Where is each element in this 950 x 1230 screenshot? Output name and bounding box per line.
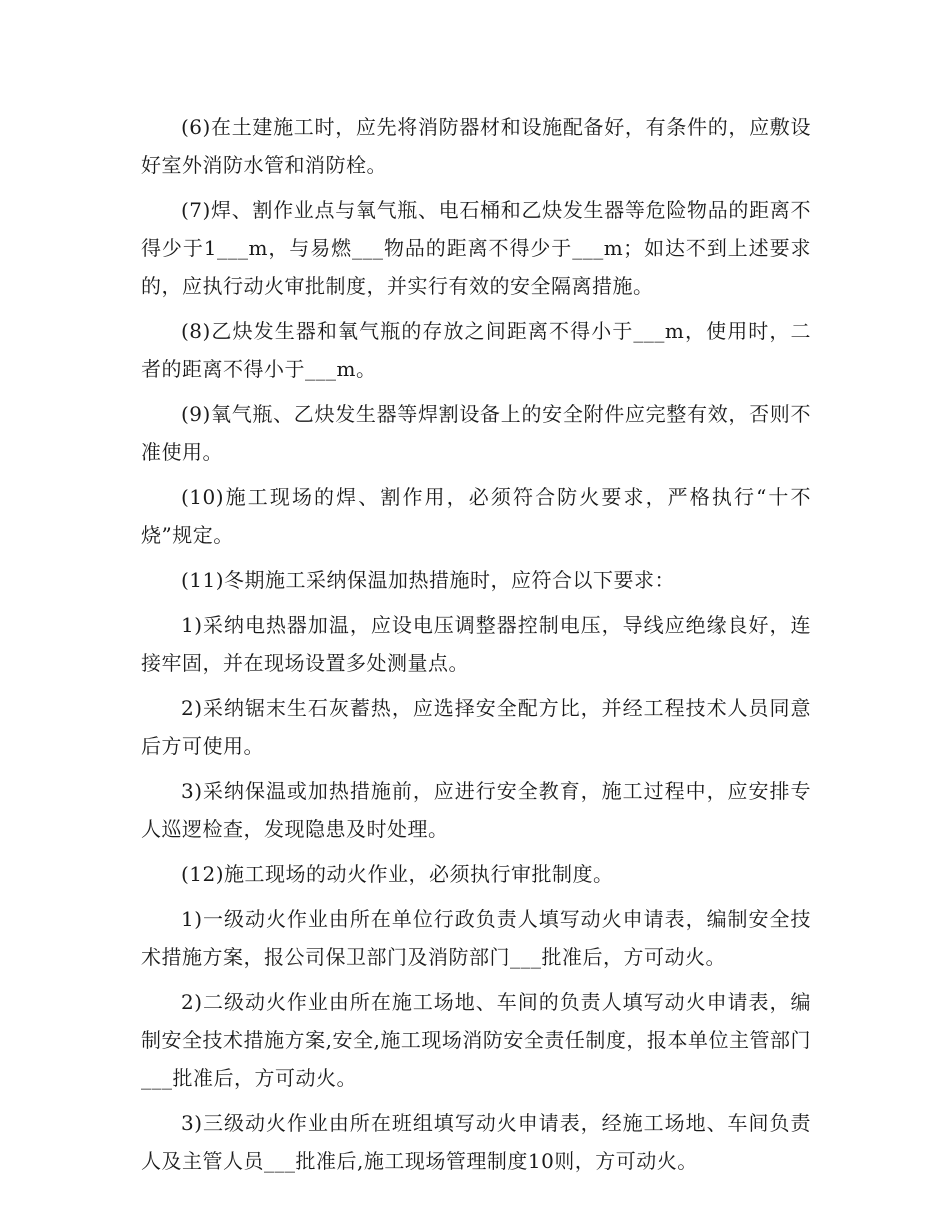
paragraph-item-6: (6)在土建施工时，应先将消防器材和设施配备好，有条件的，应敷设好室外消防水管和消防栓。 bbox=[141, 115, 811, 177]
paragraph-subitem-11-3: 3)采纳保温或加热措施前，应进行安全教育，施工过程中，应安排专人巡逻检查，发现隐患及时处理。 bbox=[141, 779, 811, 841]
paragraph-subitem-12-2: 2)二级动火作业由所在施工场地、车间的负责人填写动火申请表，编制安全技术措施方案,安全,施工现场消防安全责任制度，报本单位主管部门___批准后，方可动火。 bbox=[141, 990, 811, 1090]
document-body bbox=[141, 108, 811, 1187]
paragraph-item-12: (12)施工现场的动火作业，必须执行审批制度。 bbox=[181, 862, 614, 886]
paragraph-item-11: (11)冬期施工采纳保温加热措施时，应符合以下要求： bbox=[181, 568, 676, 592]
paragraph-subitem-12-3: 3)三级动火作业由所在班组填写动火申请表，经施工场地、车间负责人及主管人员___批准后,施工现场管理制度10则，方可动火。 bbox=[141, 1111, 811, 1173]
paragraph-subitem-11-2: 2)采纳锯末生石灰蓄热，应选择安全配方比，并经工程技术人员同意后方可使用。 bbox=[141, 696, 811, 758]
paragraph-subitem-12-1: 1)一级动火作业由所在单位行政负责人填写动火申请表，编制安全技术措施方案，报公司保卫部门及消防部门___批准后，方可动火。 bbox=[141, 907, 811, 969]
paragraph-subitem-11-1: 1)采纳电热器加温，应设电压调整器控制电压，导线应绝缘良好，连接牢固，并在现场设置多处测量点。 bbox=[141, 613, 811, 675]
paragraph-item-10: (10)施工现场的焊、割作用，必须符合防火要求，严格执行“十不烧”规定。 bbox=[141, 485, 811, 547]
paragraph-item-7: (7)焊、割作业点与氧气瓶、电石桶和乙炔发生器等危险物品的距离不得少于1___m，与易燃___物品的距离不得少于___m；如达不到上述要求的，应执行动火审批制度，并实行有效的安全隔离措施。 bbox=[141, 198, 811, 298]
paragraph-item-9: (9)氧气瓶、乙炔发生器等焊割设备上的安全附件应完整有效，否则不准使用。 bbox=[141, 402, 811, 464]
paragraph-item-8: (8)乙炔发生器和氧气瓶的存放之间距离不得小于___m，使用时，二者的距离不得小于___m。 bbox=[141, 319, 811, 381]
